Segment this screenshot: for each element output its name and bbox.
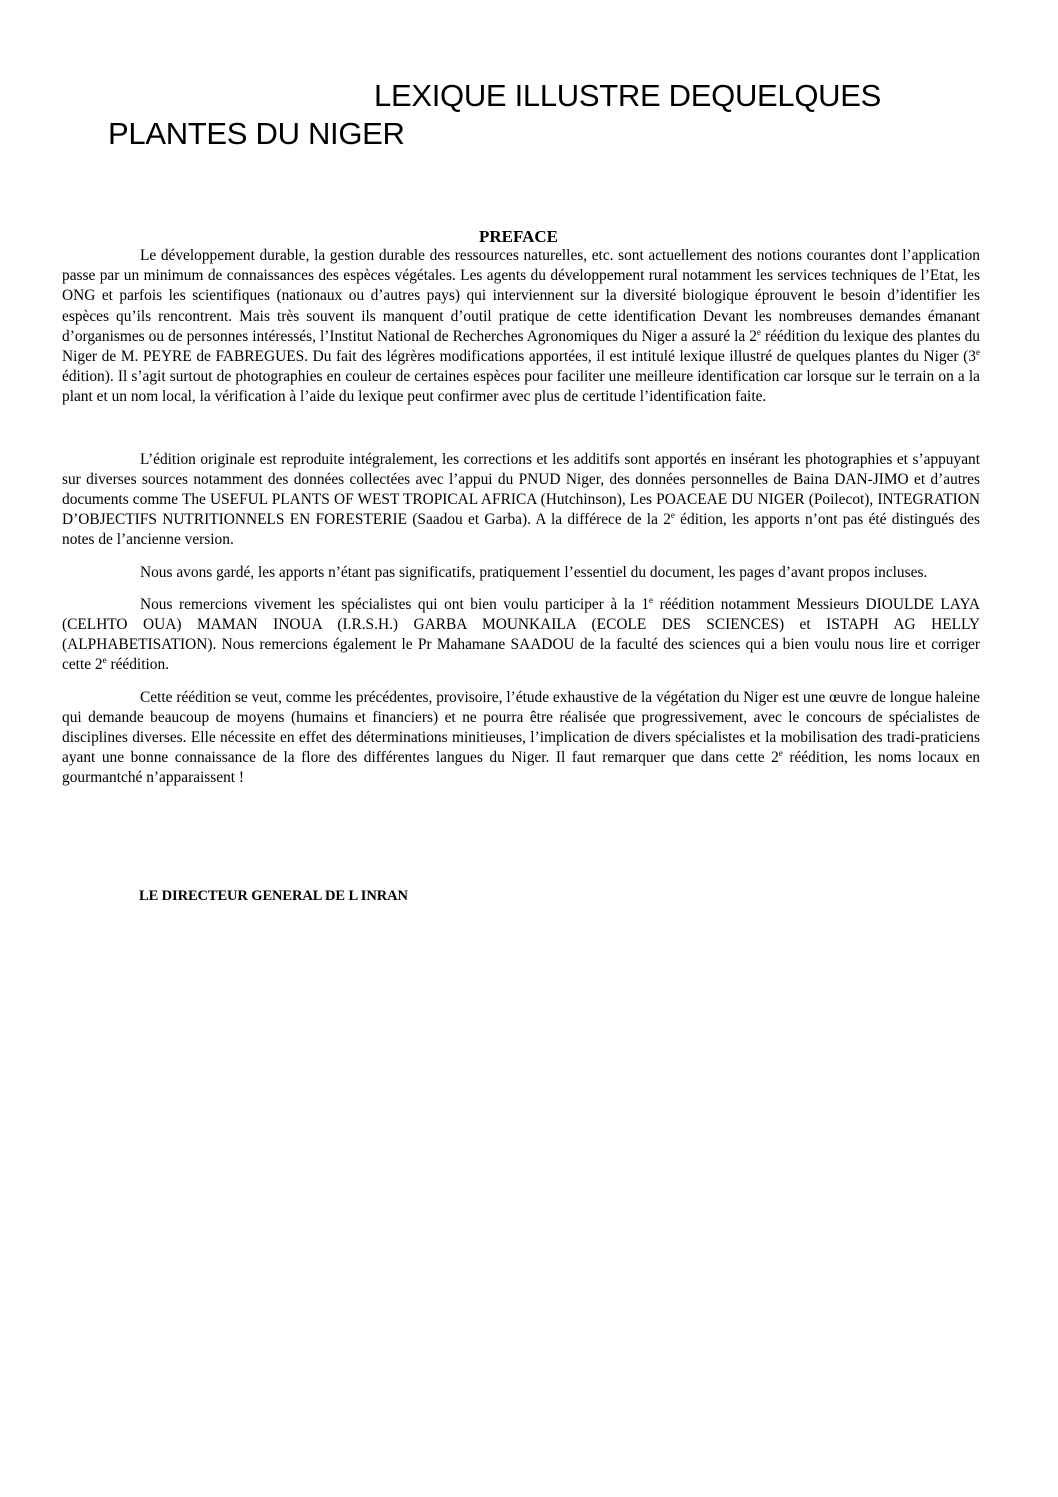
superscript: e (778, 748, 783, 759)
paragraph-text: réédition du lexique des plantes du Niger de M. PEYRE de FABREGUES. Du fait des légrères modifications apportées, il est intitulé lexique illustré de quelques plantes du Niger (3 (62, 327, 980, 366)
document-title-line-2: PLANTES DU NIGER (108, 116, 405, 151)
superscript: e (976, 347, 980, 358)
preface-paragraph-5 (62, 688, 980, 789)
superscript: e (102, 655, 107, 666)
paragraph-text: édition). Il s’agit surtout de photographies en couleur de certaines espèces pour faciliter une meilleure identification car lorsque sur le terrain on a la plant et un nom local, la vérification à l’aide du lexique peut confirmer avec plus de certitude l’identification faite. (62, 368, 980, 406)
document-title-line-1: LEXIQUE ILLUSTRE DEQUELQUES (374, 78, 882, 113)
superscript: e (756, 326, 761, 337)
paragraph-text: édition, les apports n’ont pas été distingués des notes de l’ancienne version. (62, 511, 980, 549)
paragraph-text: Cette réédition se veut, comme les précédentes, provisoire, l’étude exhaustive de la végétation du Niger est une œuvre de longue haleine qui demande beaucoup de moyens (humains et financiers) et ne pourra être réalisée que progressivement, avec le concours de spécialistes de disciplines diverses. Elle nécessite en effet des déterminations minitieuses, l’implication de divers spécialistes et la mobilisation des tradi-praticiens ayant une bonne connaissance de la flore des différentes langues du Niger. Il faut remarquer que dans cette 2 (62, 688, 980, 767)
paragraph-text: réédition, les noms locaux en gourmantché n’apparaissent ! (62, 749, 980, 787)
preface-paragraph-1 (62, 246, 980, 408)
preface-paragraph-3: Nous avons gardé, les apports n’étant pas significatifs, pratiquement l’essentiel du document, les pages d’avant propos incluses. (140, 563, 928, 581)
preface-paragraph-4 (62, 595, 980, 676)
paragraph-text: L’édition originale est reproduite intégralement, les corrections et les additifs sont apportés en insérant les photographies et s’appuyant sur diverses sources notamment des données collectées avec l’appui du PNUD Niger, des données personnelles de Baina DAN-JIMO et d’autres documents comme The USEFUL PLANTS OF WEST TROPICAL AFRICA (Hutchinson), Les POACEAE DU NIGER (Poilecot), INTEGRATION D’OBJECTIFS NUTRITIONNELS EN FORESTERIE (Saadou et Garba). A la différece de la 2 (62, 450, 980, 529)
preface-body (62, 246, 980, 789)
superscript: e (670, 510, 675, 521)
superscript: e (649, 594, 654, 605)
paragraph-text: Nous remercions vivement les spécialistes qui ont bien voulu participer à la 1 (140, 595, 650, 613)
paragraph-text: réédition notamment Messieurs DIOULDE LAYA (CELHTO OUA) MAMAN INOUA (I.R.S.H.) GARBA MOUNKAILA (ECOLE DES SCIENCES) et ISTAPH AG HELLY (ALPHABETISATION). Nous remercions également le Pr Mahamane SAADOU de la faculté des sciences qui a bien voulu nous lire et corriger cette 2 (62, 595, 981, 674)
preface-paragraph-2 (62, 450, 980, 551)
paragraph-text: Le développement durable, la gestion durable des ressources naturelles, etc. sont actuellement des notions courantes dont l’application passe par un minimum de connaissances des espèces végétales. Les agents du développement rural notamment les services techniques de l’Etat, les ONG et parfois les scientifiques (nationaux ou d’autres pays) qui interviennent sur la diversité biologique éprouvent le besoin d’identifier les espèces qu’ils rencontrent. Mais très souvent ils manquent d’outil pratique de cette identification Devant les nombreuses demandes émanant d’organismes ou de personnes intéressés, l’Institut National de Recherches Agronomiques du Niger a assuré la 2 (62, 247, 980, 345)
preface-heading: PREFACE (479, 227, 559, 246)
paragraph-text: réédition. (106, 656, 169, 674)
signature: LE DIRECTEUR GENERAL DE L INRAN (139, 888, 408, 904)
